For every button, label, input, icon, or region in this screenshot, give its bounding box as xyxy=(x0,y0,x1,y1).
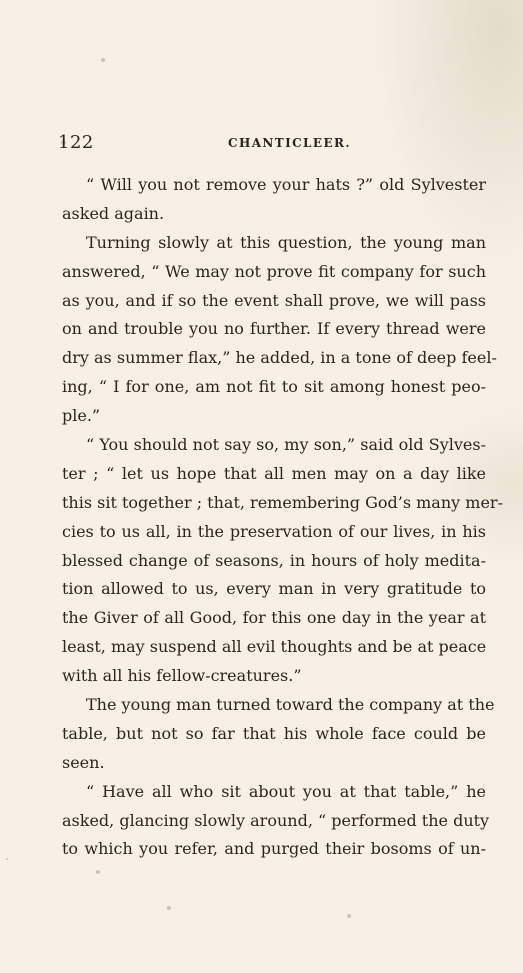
paper-speck xyxy=(101,58,105,62)
text-line: as you, and if so the event shall prove, we will pass xyxy=(62,290,486,310)
text-line: to which you refer, and purged their bosoms of un- xyxy=(62,839,486,859)
text-line: ing, “ I for one, am not fit to sit among honest peo- xyxy=(62,377,486,397)
text-line: tion allowed to us, every man in very gratitude to xyxy=(62,579,486,599)
text-line: least, may suspend all evil thoughts and be at peace xyxy=(62,637,487,657)
page-header xyxy=(58,132,488,156)
text-line: asked again. xyxy=(62,203,165,223)
text-line: “ Will you not remove your hats ?” old Sylvester xyxy=(86,175,486,194)
text-line: dry as summer flax,” he added, in a tone of deep feel- xyxy=(62,348,497,368)
text-line: this sit together ; that, remembering God’s many mer- xyxy=(62,492,503,512)
paper-speck xyxy=(347,914,351,918)
text-line: table, but not so far that his whole face could be xyxy=(62,723,486,743)
paper-speck xyxy=(6,858,8,860)
body-text xyxy=(62,171,503,864)
text-line: on and trouble you no further. If every thread were xyxy=(62,319,486,339)
text-line: with all his fellow-creatures.” xyxy=(62,666,302,686)
text-line: seen. xyxy=(62,752,105,772)
text-line: ple.” xyxy=(62,406,101,426)
text-line: blessed change of seasons, in hours of holy medita- xyxy=(62,550,486,570)
paper-speck xyxy=(96,870,100,874)
text-line: “ Have all who sit about you at that table,” he xyxy=(86,781,486,801)
text-line: answered, “ We may not prove fit company for such xyxy=(62,261,486,281)
text-line: the Giver of all Good, for this one day in the year at xyxy=(62,608,486,628)
text-line: asked, glancing slowly around, “ performed the duty xyxy=(62,810,490,830)
running-head: CHANTICLEER. xyxy=(228,136,351,150)
text-line: Turning slowly at this question, the young man xyxy=(86,232,486,252)
page-number: 122 xyxy=(58,132,94,153)
text-line: cies to us all, in the preservation of our lives, in his xyxy=(62,521,486,541)
paper-speck xyxy=(167,906,171,910)
text-line: The young man turned toward the company at the xyxy=(86,695,495,715)
text-line: “ You should not say so, my son,” said old Sylves- xyxy=(86,435,486,455)
text-line: ter ; “ let us hope that all men may on a day like xyxy=(62,463,486,483)
